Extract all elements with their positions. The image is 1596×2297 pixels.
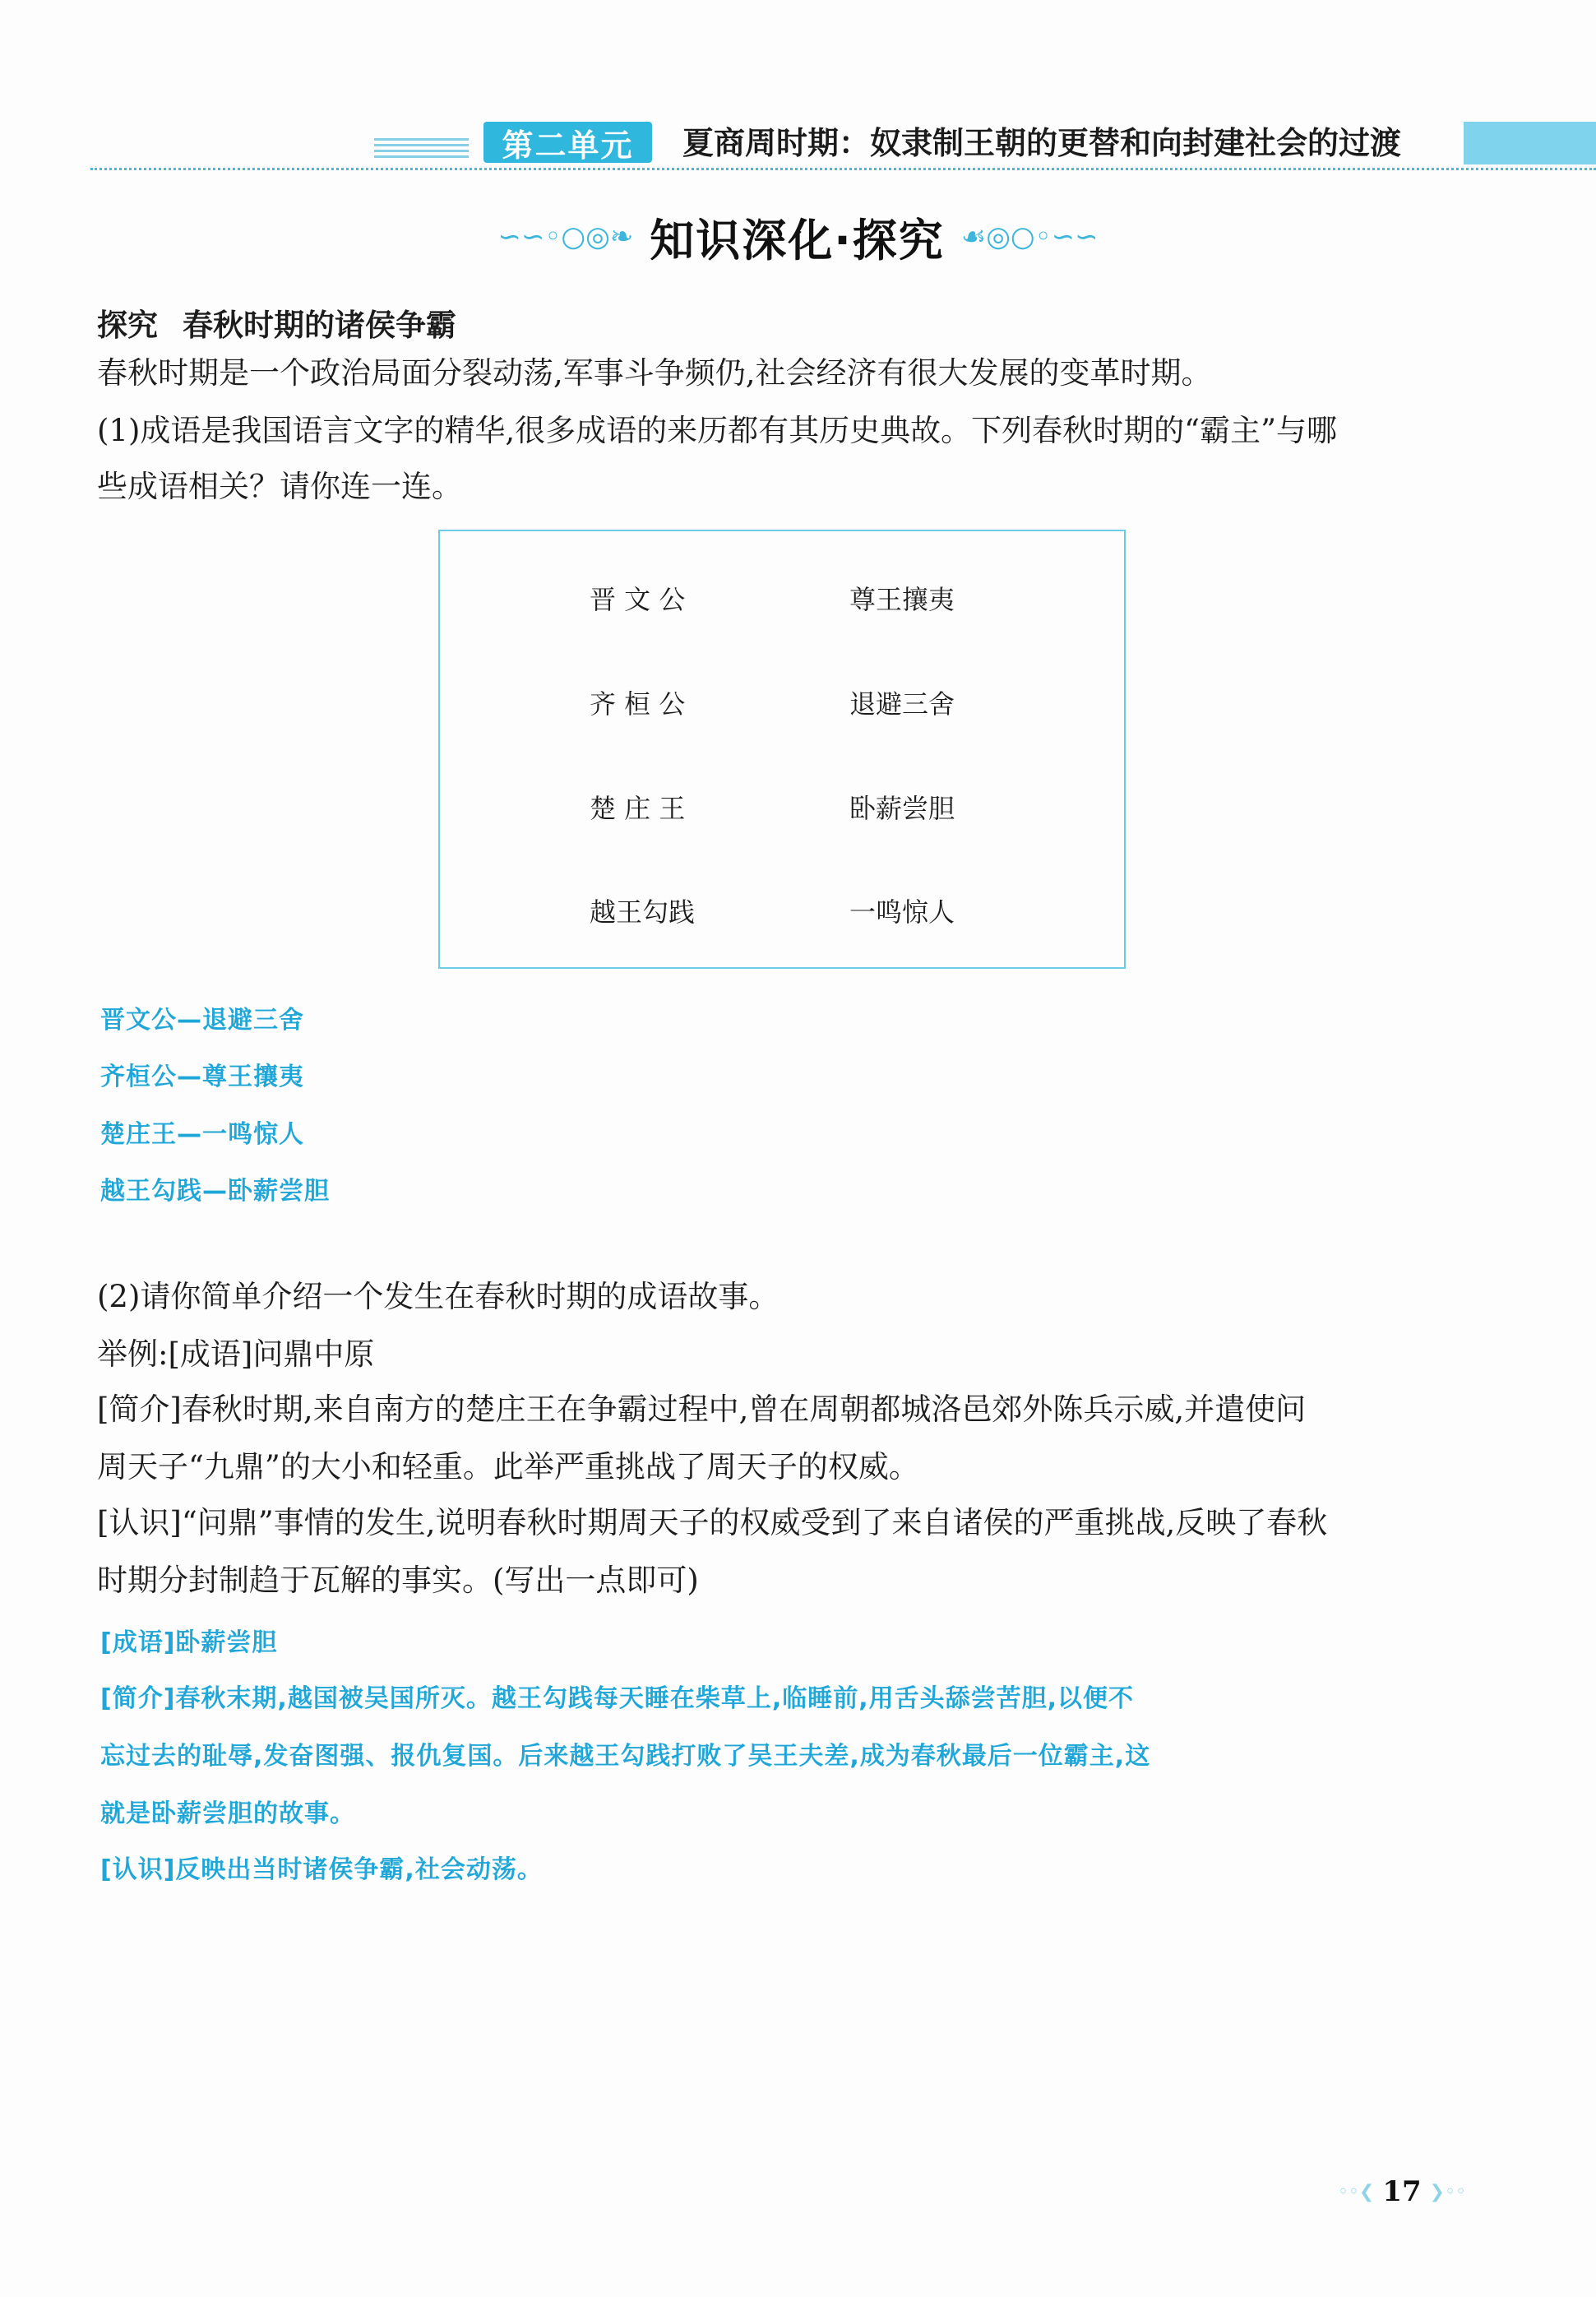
page-number: [1336, 2171, 1468, 2212]
question-2-example: 举例:[成语]问鼎中原: [97, 1336, 375, 1372]
idiom-item: 卧薪尝胆: [849, 793, 955, 824]
page-number-dots-left-icon: ◦◦❮: [1337, 2181, 1375, 2202]
question-2-view-line-1: [认识]“问鼎”事情的发生,说明春秋时期周天子的权威受到了来自诸侯的严重挑战,反映了春秋: [97, 1505, 1328, 1540]
unit-badge: 第二单元: [483, 122, 652, 163]
header-accent-bar: [1464, 122, 1596, 164]
question-2: (2)请你简单介绍一个发生在春秋时期的成语故事。: [97, 1279, 779, 1314]
section-title: [0, 204, 1596, 270]
inquiry-intro: 春秋时期是一个政治局面分裂动荡,军事斗争频仍,社会经济有很大发展的变革时期。: [97, 355, 1212, 391]
header-dotted-rule: [90, 168, 1596, 170]
page-number-text: 17: [1382, 2175, 1422, 2208]
section-title-text: 知识深化·探究: [650, 214, 945, 266]
question-1-line-2: 些成语相关？请你连一连。: [97, 469, 462, 504]
ornament-right-icon: ☙◎○◦∽∽: [960, 220, 1099, 253]
answer-q2-idiom: [成语]卧薪尝胆: [100, 1628, 278, 1657]
question-1-line-1: (1)成语是我国语言文字的精华,很多成语的来历都有其历史典故。下列春秋时期的“霸主”与哪: [97, 413, 1338, 448]
page-number-dots-right-icon: ❯◦◦: [1429, 2181, 1467, 2202]
answer-q2-intro-line-3: 就是卧薪尝胆的故事。: [100, 1799, 355, 1828]
answer-q2-intro-line-2: 忘过去的耻辱,发奋图强、报仇复国。后来越王勾践打败了吴王夫差,成为春秋最后一位霸主,这: [100, 1742, 1151, 1771]
inquiry-heading: [97, 300, 456, 345]
idiom-item: 一鸣惊人: [849, 896, 955, 928]
header-stripes: [374, 138, 469, 163]
ruler-item: 楚 庄 王: [590, 793, 686, 824]
answer-q1-item: 晋文公—退避三舍: [100, 1006, 304, 1035]
ruler-item: 齐 桓 公: [590, 688, 686, 720]
question-2-view-line-2: 时期分封制趋于瓦解的事实。(写出一点即可): [97, 1563, 699, 1598]
idiom-item: 退避三舍: [849, 688, 955, 720]
page-header: [0, 0, 1596, 189]
matching-box: [438, 530, 1126, 969]
ruler-item: 晋 文 公: [590, 584, 686, 615]
answer-q1-item: 齐桓公—尊王攘夷: [100, 1063, 304, 1091]
inquiry-title: 春秋时期的诸侯争霸: [183, 308, 456, 343]
answer-q2-view: [认识]反映出当时诸侯争霸,社会动荡。: [100, 1855, 543, 1884]
question-2-intro-line-1: [简介]春秋时期,来自南方的楚庄王在争霸过程中,曾在周朝都城洛邑郊外陈兵示威,并遣使问: [97, 1392, 1307, 1427]
answer-q1-item: 楚庄王—一鸣惊人: [100, 1120, 304, 1149]
question-2-intro-line-2: 周天子“九鼎”的大小和轻重。此举严重挑战了周天子的权威。: [97, 1449, 919, 1484]
inquiry-tag: 探究: [97, 308, 158, 343]
ruler-item: 越王勾践: [590, 896, 696, 928]
idiom-item: 尊王攘夷: [849, 584, 955, 615]
answer-q1-item: 越王勾践—卧薪尝胆: [100, 1177, 330, 1206]
unit-title: 夏商周时期：奴隶制王朝的更替和向封建社会的过渡: [682, 125, 1402, 161]
ornament-left-icon: ∽∽◦○◎❧: [497, 220, 634, 253]
answer-q2-intro-line-1: [简介]春秋末期,越国被吴国所灭。越王勾践每天睡在柴草上,临睡前,用舌头舔尝苦胆,以便不: [100, 1684, 1135, 1713]
